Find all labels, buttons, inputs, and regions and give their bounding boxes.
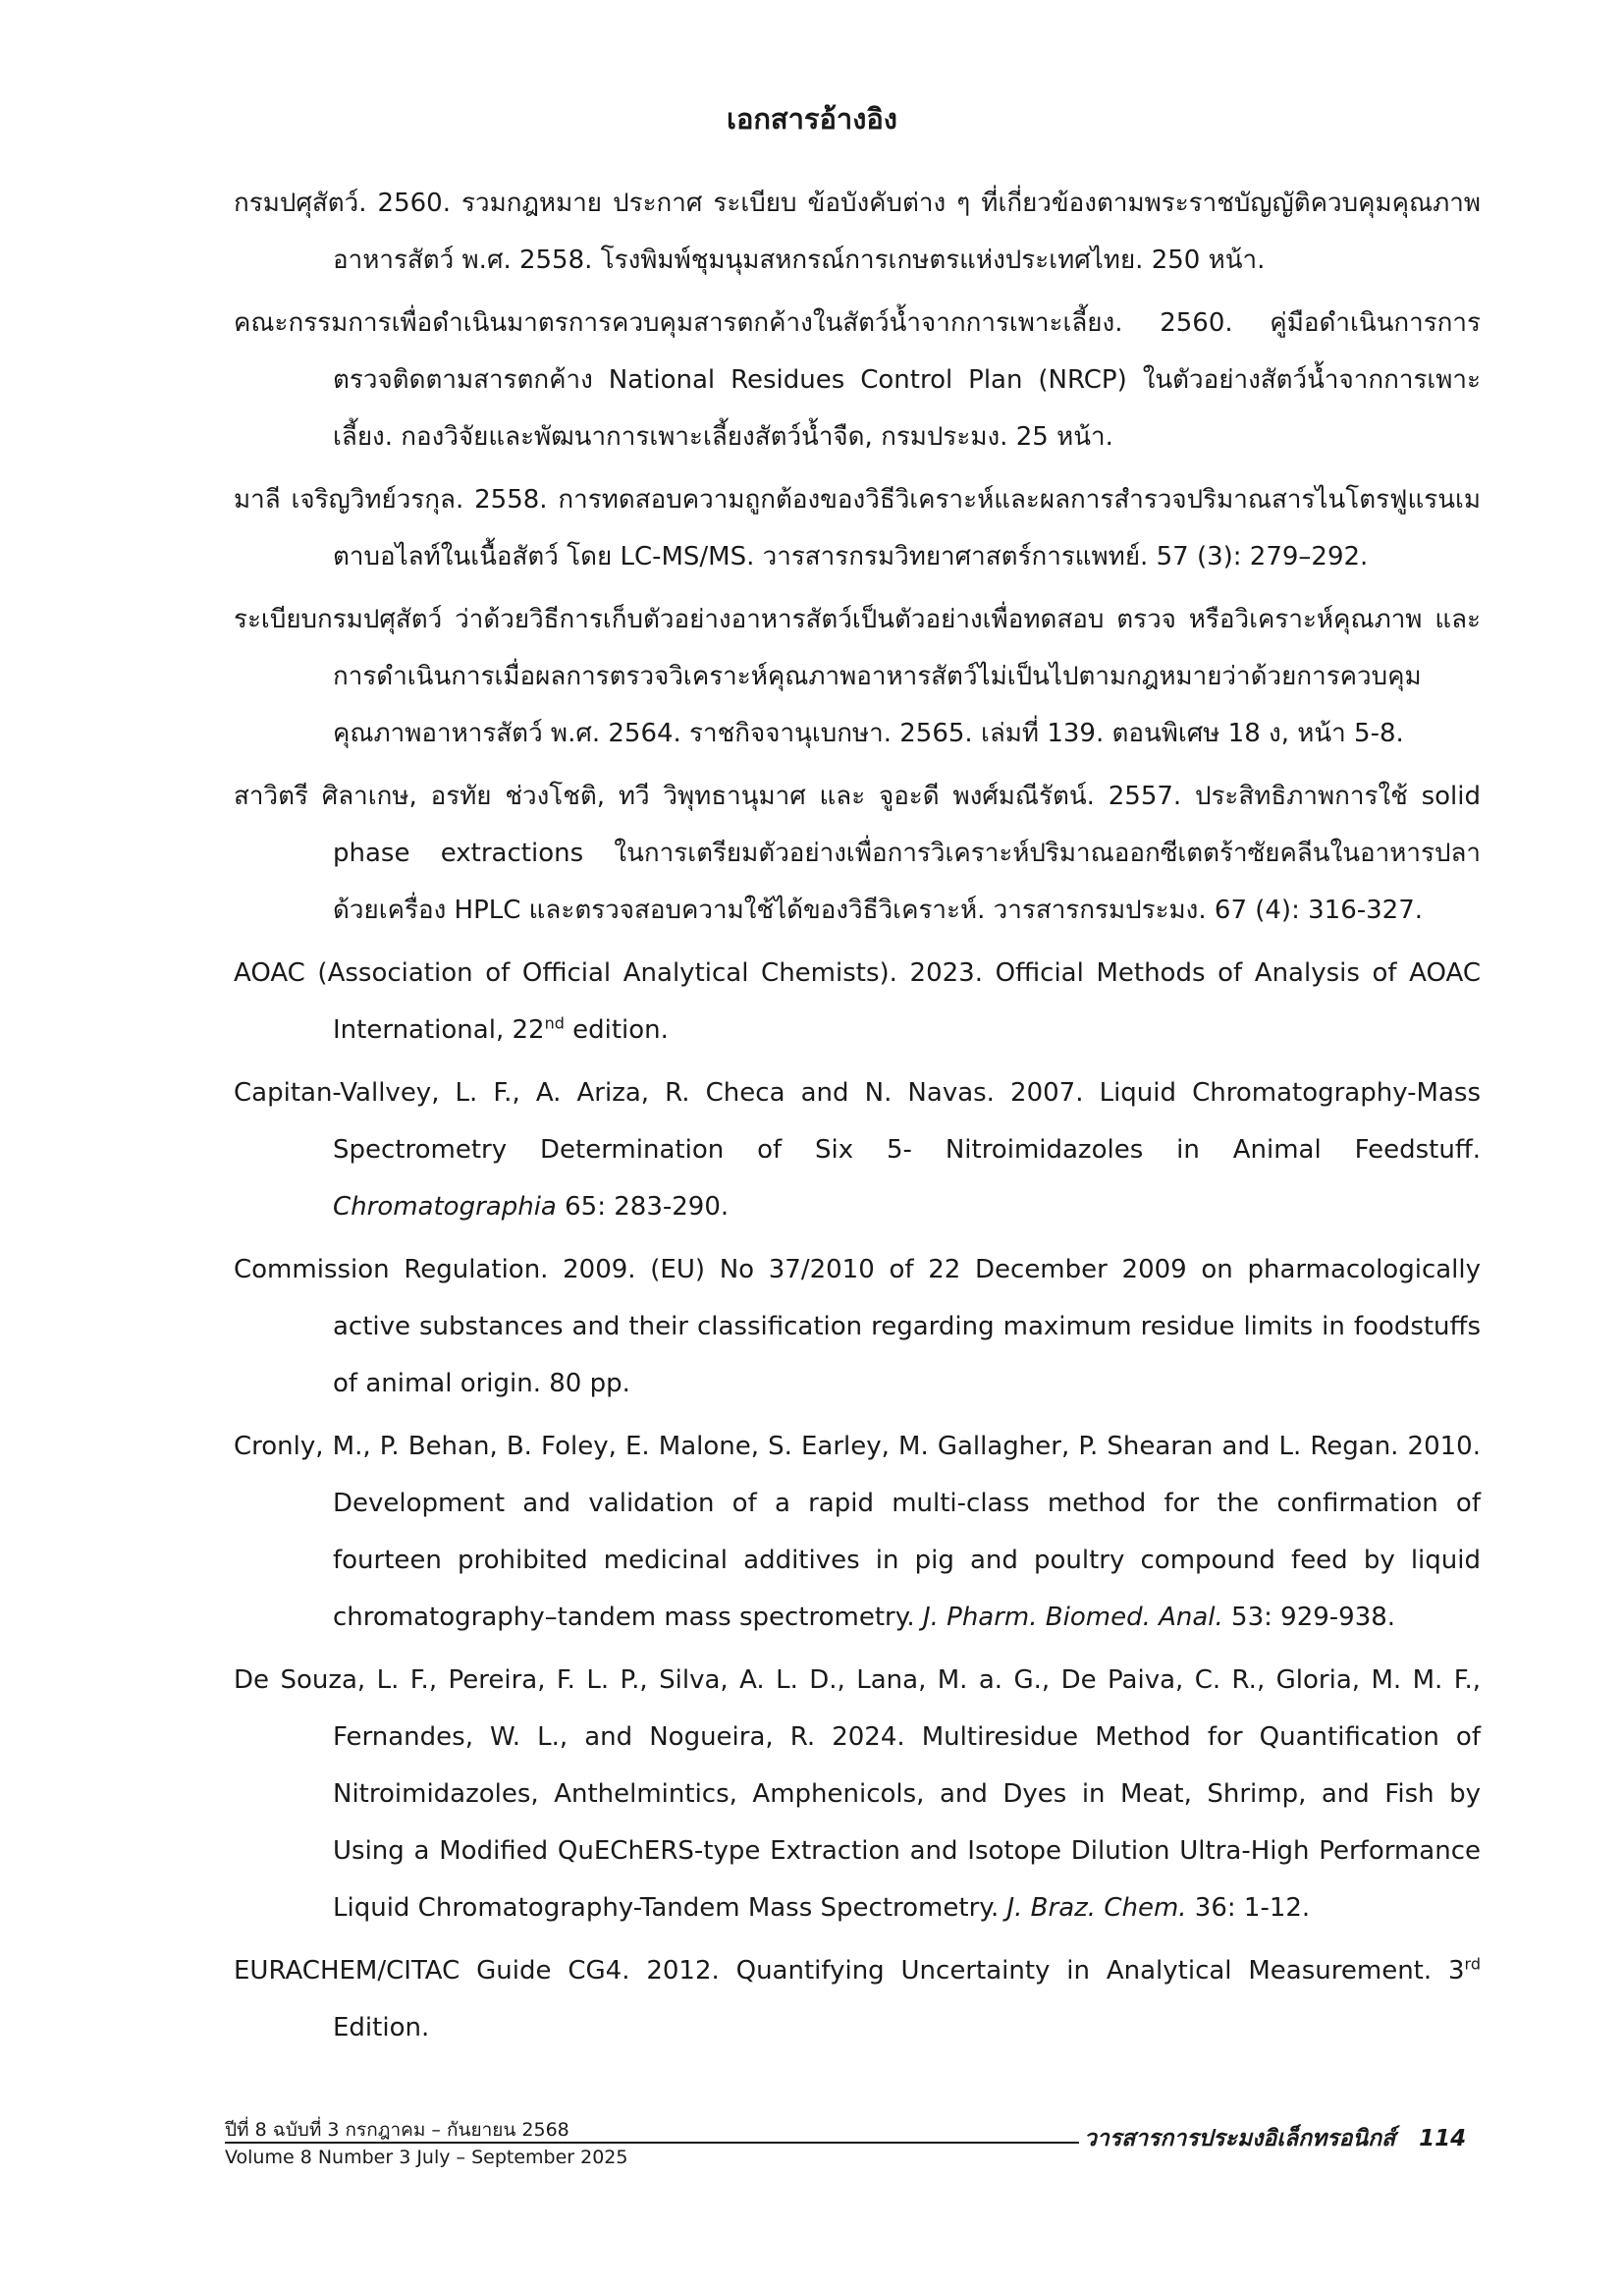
reference-text: De Souza, L. F., Pereira, F. L. P., Silva, A. L. D., Lana, M. a. G., De Paiva, C. R., Gloria, M. M. F., Fernandes, W. L., and Nogueira, R. 2024. Multiresidue Method for Quantification of Nitroimidazoles, Anthelmintics, Amphenicols, and Dyes in Meat, Shrimp, and Fish by Using a Modified QuEChERS-type Extraction and Isotope Dilution Ultra-High Performance Liquid Chromatography-Tandem Mass Spectrometry. xyxy=(234,1665,1481,1923)
reference-text: edition. xyxy=(564,1015,669,1045)
journal-name: วารสารการประมงอิเล็กทรอนิกส์ xyxy=(1084,2126,1396,2151)
footer-journal xyxy=(1084,2121,1466,2156)
reference-item xyxy=(234,1652,1481,1936)
reference-item xyxy=(234,1064,1481,1235)
reference-text: Cronly, M., P. Behan, B. Foley, E. Malone, S. Earley, M. Gallagher, P. Shearan and L. Regan. 2010. Development and validation of a rapid multi-class method for the confirmation of fourteen prohibited medicinal additives in pig and poultry compound feed by liquid chromatography–tandem mass spectrometry. xyxy=(234,1432,1481,1632)
reference-item xyxy=(234,1418,1481,1646)
reference-text: Edition. xyxy=(333,2013,430,2042)
reference-item: ระเบียบกรมปศุสัตว์ ว่าด้วยวิธีการเก็บตัวอย่างอาหารสัตว์เป็นตัวอย่างเพื่อทดสอบ ตรวจ หรือวิเคราะห์คุณภาพ และการดำเนินการเมื่อผลการตรวจวิเคราะห์คุณภาพอาหารสัตว์ไม่เป็นไปตามกฎหมายว่าด้วยการควบคุมคุณภาพอาหารสัตว์ พ.ศ. 2564. ราชกิจจานุเบกษา. 2565. เล่มที่ 139. ตอนพิเศษ 18 ง, หน้า 5-8. xyxy=(234,605,1481,748)
footer-divider xyxy=(225,2142,1079,2144)
journal-title-italic: Chromatographia xyxy=(333,1192,557,1222)
journal-title-italic: J. Braz. Chem. xyxy=(1006,1893,1187,1923)
reference-item: มาลี เจริญวิทย์วรกุล. 2558. การทดสอบความถูกต้องของวิธีวิเคราะห์และผลการสำรวจปริมาณสารไนโตรฟูแรนเมตาบอไลท์ในเนื้อสัตว์ โดย LC-MS/MS. วารสารกรมวิทยาศาสตร์การแพทย์. 57 (3): 279–292. xyxy=(234,485,1481,572)
footer-issue-thai: ปีที่ 8 ฉบับที่ 3 กรกฎาคม – กันยายน 2568 xyxy=(225,2119,569,2141)
reference-item: สาวิตรี ศิลาเกษ, อรทัย ช่วงโชติ, ทวี วิพุทธานุมาศ และ จูอะดี พงศ์มณีรัตน์. 2557. ประสิทธิภาพการใช้ solid phase extractions ในการเตรียมตัวอย่างเพื่อการวิเคราะห์ปริมาณออกซีเตตร้าซัยคลีนในอาหารปลาด้วยเครื่อง HPLC และตรวจสอบความใช้ได้ของวิธีวิเคราะห์. วารสารกรมประมง. 67 (4): 316-327. xyxy=(234,782,1481,925)
journal-title-italic: J. Pharm. Biomed. Anal. xyxy=(922,1603,1223,1632)
reference-superscript: nd xyxy=(544,1013,565,1033)
reference-text: AOAC (Association of Official Analytical Chemists). 2023. Official Methods of Analysis of AOAC International, 22 xyxy=(234,958,1481,1045)
page-title: เอกสารอ้างอิง xyxy=(727,102,897,136)
reference-text: 65: 283-290. xyxy=(556,1192,730,1222)
reference-text: EURACHEM/CITAC Guide CG4. 2012. Quantifying Uncertainty in Analytical Measurement. 3 xyxy=(234,1956,1465,1986)
reference-superscript: rd xyxy=(1464,1954,1481,1974)
reference-text: 36: 1-12. xyxy=(1186,1893,1311,1923)
reference-item: Commission Regulation. 2009. (EU) No 37/2010 of 22 December 2009 on pharmacologically active substances and their classification regarding maximum residue limits in foodstuffs of animal origin. 80 pp. xyxy=(234,1255,1481,1398)
reference-list xyxy=(234,175,1481,2062)
reference-text: 53: 929-938. xyxy=(1222,1603,1396,1632)
footer-volume-english: Volume 8 Number 3 July – September 2025 xyxy=(225,2147,628,2168)
reference-item xyxy=(234,945,1481,1059)
reference-item xyxy=(234,1942,1481,2056)
reference-item: คณะกรรมการเพื่อดำเนินมาตรการควบคุมสารตกค้างในสัตว์น้ำจากการเพาะเลี้ยง. 2560. คู่มือดำเนินการการตรวจติดตามสารตกค้าง National Residues Control Plan (NRCP) ในตัวอย่างสัตว์น้ำจากการเพาะเลี้ยง. กองวิจัยและพัฒนาการเพาะเลี้ยงสัตว์น้ำจืด, กรมประมง. 25 หน้า. xyxy=(234,308,1481,452)
page-number: 114 xyxy=(1419,2126,1467,2151)
reference-text: Capitan-Vallvey, L. F., A. Ariza, R. Checa and N. Navas. 2007. Liquid Chromatography-Mass Spectrometry Determination of Six 5- Nitroimidazoles in Animal Feedstuff. xyxy=(234,1078,1481,1165)
reference-item: กรมปศุสัตว์. 2560. รวมกฎหมาย ประกาศ ระเบียบ ข้อบังคับต่าง ๆ ที่เกี่ยวข้องตามพระราชบัญญัติควบคุมคุณภาพอาหารสัตว์ พ.ศ. 2558. โรงพิมพ์ชุมนุมสหกรณ์การเกษตรแห่งประเทศไทย. 250 หน้า. xyxy=(234,189,1481,275)
